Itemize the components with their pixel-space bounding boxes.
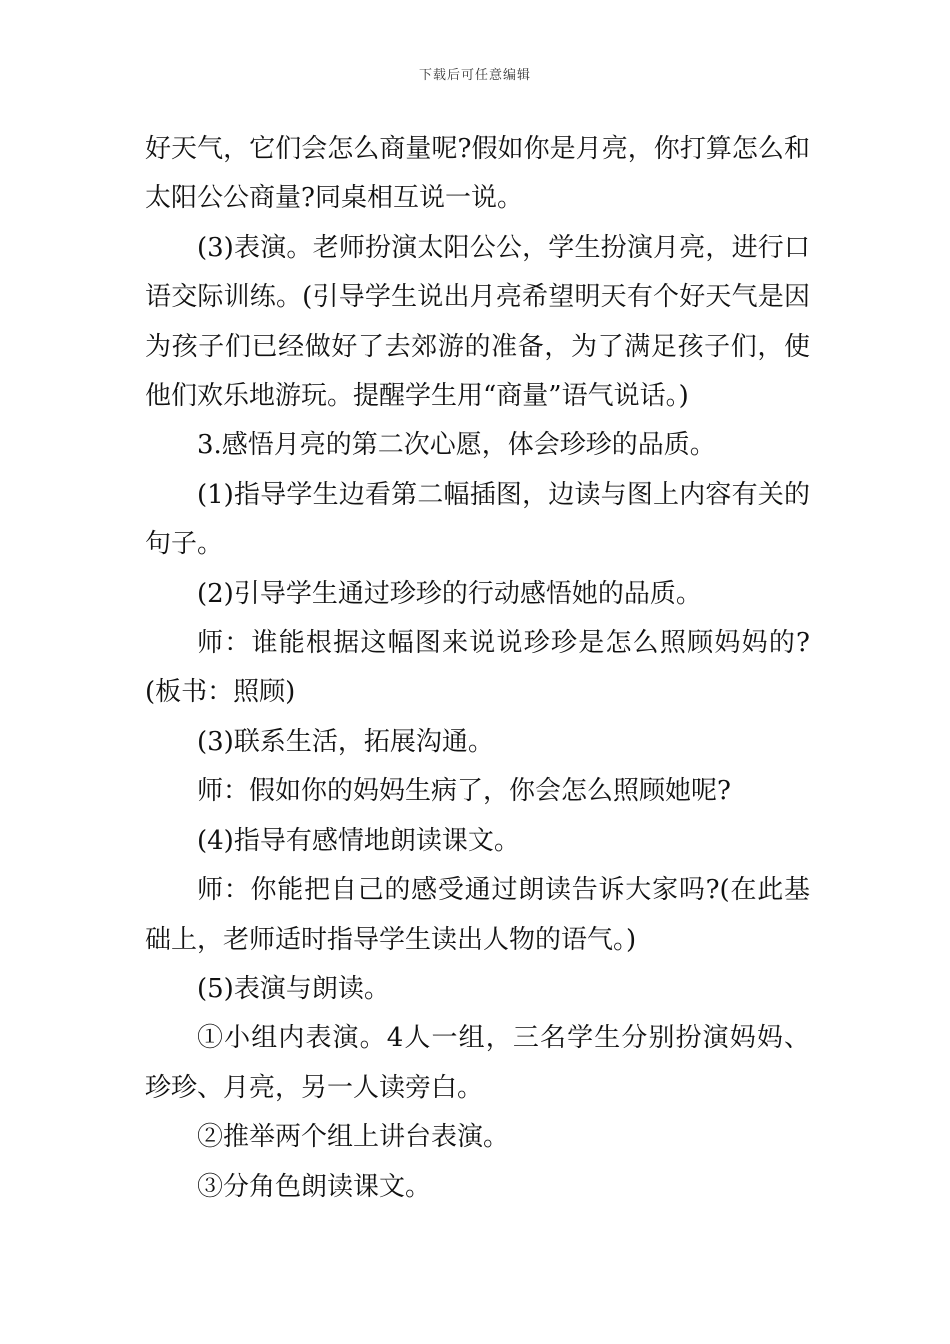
paragraph-4: (1)指导学生边看第二幅插图，边读与图上内容有关的句子。 [145,479,810,560]
paragraph-2: (3)表演。老师扮演太阳公公，学生扮演月亮，进行口语交际训练。(引导学生说出月亮希望明天有个好天气是因为孩子们已经做好了去郊游的准备，为了满足孩子们，使他们欢乐地游玩。提醒学生用“商量”语气说话。) [145,232,810,412]
paragraph-7: (3)联系生活，拓展沟通。 [197,726,494,757]
paragraph-12: ①小组内表演。4人一组，三名学生分别扮演妈妈、珍珍、月亮，另一人读旁白。 [145,1023,810,1103]
document-body [145,125,810,1212]
paragraph-3: 3.感悟月亮的第二次心愿，体会珍珍的品质。 [197,430,716,461]
paragraph-14: ③分角色朗读课文。 [197,1171,432,1202]
paragraph-9: (4)指导有感情地朗读课文。 [197,825,520,856]
paragraph-1: 好天气，它们会怎么商量呢?假如你是月亮，你打算怎么和太阳公公商量?同桌相互说一说。 [145,134,810,214]
paragraph-11: (5)表演与朗读。 [197,973,390,1004]
paragraph-10: 师：你能把自己的感受通过朗读告诉大家吗?(在此基础上，老师适时指导学生读出人物的语气。) [145,875,810,955]
paragraph-8: 师：假如你的妈妈生病了，你会怎么照顾她呢? [197,776,731,807]
page-header: 下载后可任意编辑 [418,68,531,83]
paragraph-5: (2)引导学生通过珍珍的行动感悟她的品质。 [197,578,702,609]
paragraph-6: 师：谁能根据这幅图来说说珍珍是怎么照顾妈妈的?(板书：照顾) [145,628,810,708]
paragraph-13: ②推举两个组上讲台表演。 [197,1122,510,1153]
